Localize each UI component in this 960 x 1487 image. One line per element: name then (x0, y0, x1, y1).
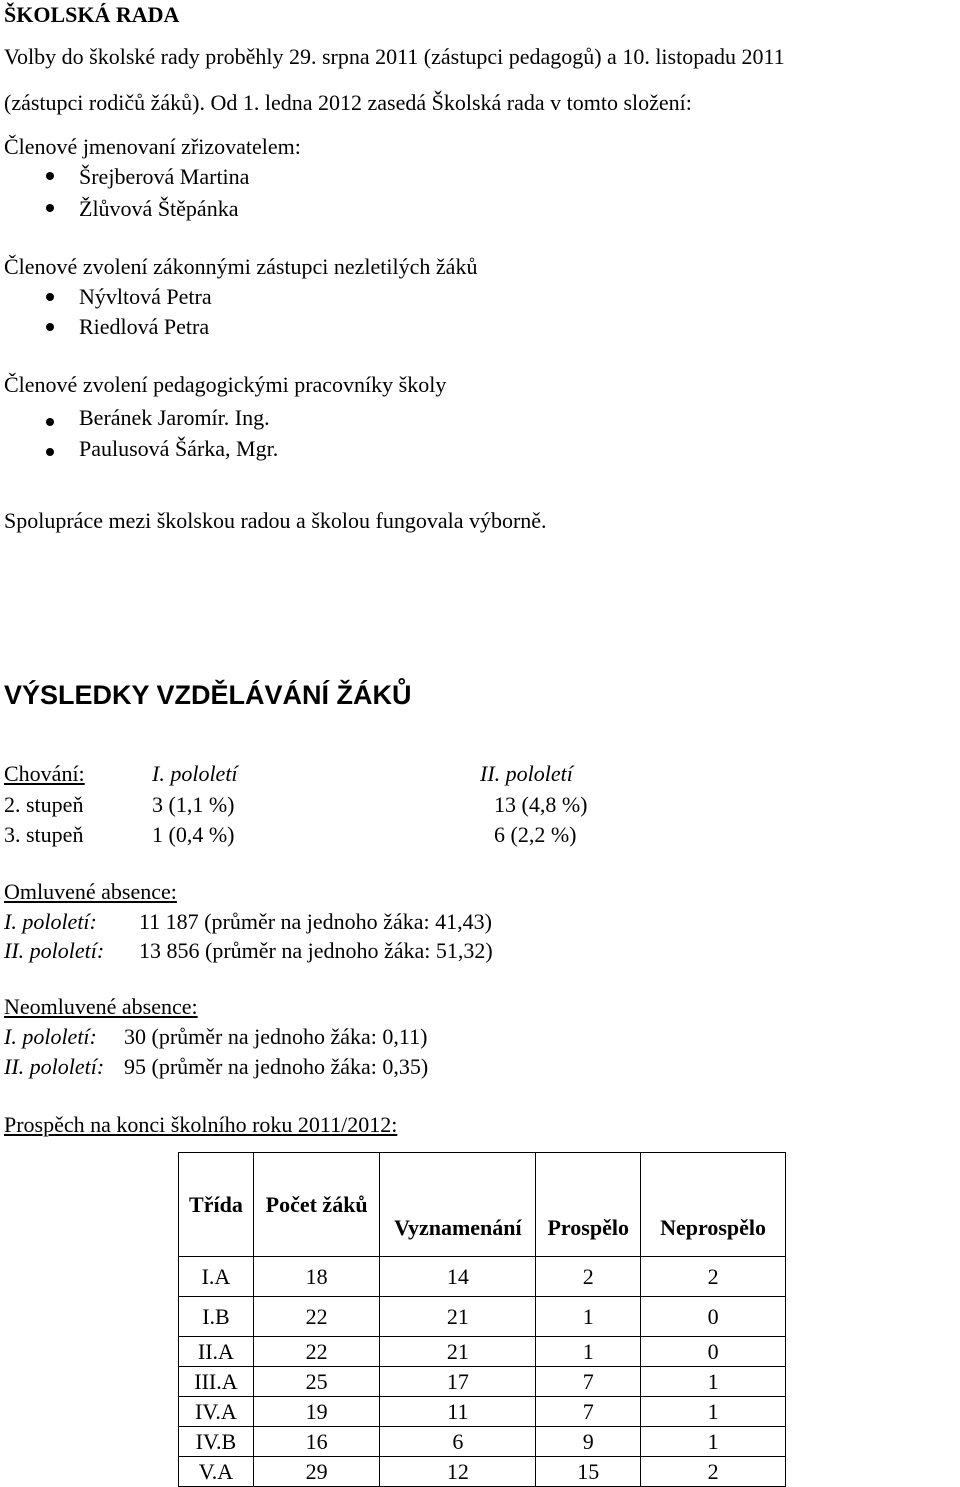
behavior-grade: 2. stupeň (4, 792, 84, 817)
table-cell: 15 (536, 1457, 641, 1487)
table-cell: IV.A (179, 1397, 254, 1427)
behavior-value: 1 (0,4 %) (152, 822, 235, 847)
absence-value: 30 (průměr na jednoho žáka: 0,11) (124, 1024, 428, 1049)
table-cell: 18 (253, 1257, 380, 1297)
table-cell: 7 (536, 1397, 641, 1427)
table-cell: 1 (641, 1397, 786, 1427)
table-cell: 17 (380, 1367, 536, 1397)
group-heading-teachers: Členové zvolení pedagogickými pracovníky školy (4, 372, 447, 397)
table-cell: 9 (536, 1427, 641, 1457)
table-cell: 22 (253, 1337, 380, 1367)
table-cell: 2 (536, 1257, 641, 1297)
behavior-col-second-term: II. pololetí (480, 761, 573, 786)
table-row (179, 1457, 786, 1487)
bullet-icon (46, 172, 54, 180)
behavior-value: 13 (4,8 %) (494, 792, 588, 817)
table-header-row (179, 1153, 786, 1257)
term-label: II. pololetí: (4, 938, 105, 963)
table-cell: 21 (380, 1337, 536, 1367)
table-cell: 19 (253, 1397, 380, 1427)
table-cell: 1 (536, 1297, 641, 1337)
table-row (179, 1257, 786, 1297)
member-name: Nývltová Petra (79, 284, 212, 309)
bullet-icon (46, 448, 54, 456)
table-cell: 22 (253, 1297, 380, 1337)
table-cell: I.B (179, 1297, 254, 1337)
member-name: Beránek Jaromír. Ing. (79, 405, 270, 430)
table-cell: 2 (641, 1257, 786, 1297)
behavior-value: 3 (1,1 %) (152, 792, 235, 817)
table-cell: II.A (179, 1337, 254, 1367)
progress-heading: Prospěch na konci školního roku 2011/2012: (4, 1112, 398, 1137)
member-name: Paulusová Šárka, Mgr. (79, 436, 279, 461)
table-row (179, 1297, 786, 1337)
table-row (179, 1337, 786, 1367)
table-cell: I.A (179, 1257, 254, 1297)
term-label: I. pololetí: (4, 1024, 97, 1049)
member-name: Žlůvová Štěpánka (79, 196, 239, 221)
table-cell: 0 (641, 1337, 786, 1367)
bullet-icon (46, 418, 54, 426)
behavior-grade: 3. stupeň (4, 822, 84, 847)
table-cell: 0 (641, 1297, 786, 1337)
table-cell: 29 (253, 1457, 380, 1487)
table-header: Třída (179, 1153, 254, 1257)
term-label: I. pololetí: (4, 909, 97, 934)
behavior-col-first-term: I. pololetí (152, 761, 238, 786)
table-cell: 12 (380, 1457, 536, 1487)
bullet-icon (46, 204, 54, 212)
table-cell: 2 (641, 1457, 786, 1487)
unexcused-absence-label: Neomluvené absence: (4, 994, 198, 1019)
absence-value: 13 856 (průměr na jednoho žáka: 51,32) (139, 938, 493, 963)
table-cell: 14 (380, 1257, 536, 1297)
table-row (179, 1427, 786, 1457)
absence-value: 95 (průměr na jednoho žáka: 0,35) (124, 1054, 429, 1079)
results-table (178, 1152, 786, 1487)
table-cell: 16 (253, 1427, 380, 1457)
table-cell: 1 (641, 1367, 786, 1397)
term-label: II. pololetí: (4, 1054, 105, 1079)
table-cell: 6 (380, 1427, 536, 1457)
table-cell: 21 (380, 1297, 536, 1337)
bullet-icon (46, 293, 54, 301)
page-title: ŠKOLSKÁ RADA (4, 2, 180, 27)
bullet-icon (46, 323, 54, 331)
table-header: Vyznamenání (380, 1153, 536, 1257)
behavior-label: Chování: (4, 761, 85, 786)
table-header: Prospělo (536, 1153, 641, 1257)
table-cell: 1 (536, 1337, 641, 1367)
section-title: VÝSLEDKY VZDĚLÁVÁNÍ ŽÁKŮ (4, 680, 412, 710)
absence-value: 11 187 (průměr na jednoho žáka: 41,43) (139, 909, 492, 934)
member-name: Šrejberová Martina (79, 164, 250, 189)
member-name: Riedlová Petra (79, 314, 210, 339)
table-cell: III.A (179, 1367, 254, 1397)
excused-absence-label: Omluvené absence: (4, 879, 177, 904)
table-cell: 1 (641, 1427, 786, 1457)
intro-text-line2: (zástupci rodičů žáků). Od 1. ledna 2012 zasedá Školská rada v tomto složení: (4, 90, 692, 115)
table-header: Počet žáků (253, 1153, 380, 1257)
group-heading-founder: Členové jmenovaní zřizovatelem: (4, 134, 301, 159)
table-cell: IV.B (179, 1427, 254, 1457)
table-cell: 11 (380, 1397, 536, 1427)
table-header: Neprospělo (641, 1153, 786, 1257)
behavior-value: 6 (2,2 %) (494, 822, 577, 847)
table-cell: V.A (179, 1457, 254, 1487)
table-cell: 25 (253, 1367, 380, 1397)
table-cell: 7 (536, 1367, 641, 1397)
table-row (179, 1397, 786, 1427)
cooperation-text: Spolupráce mezi školskou radou a školou fungovala výborně. (4, 508, 547, 533)
group-heading-parents: Členové zvolení zákonnými zástupci nezletilých žáků (4, 254, 478, 279)
table-row (179, 1367, 786, 1397)
intro-text-line1: Volby do školské rady proběhly 29. srpna 2011 (zástupci pedagogů) a 10. listopadu 2011 (4, 44, 785, 69)
